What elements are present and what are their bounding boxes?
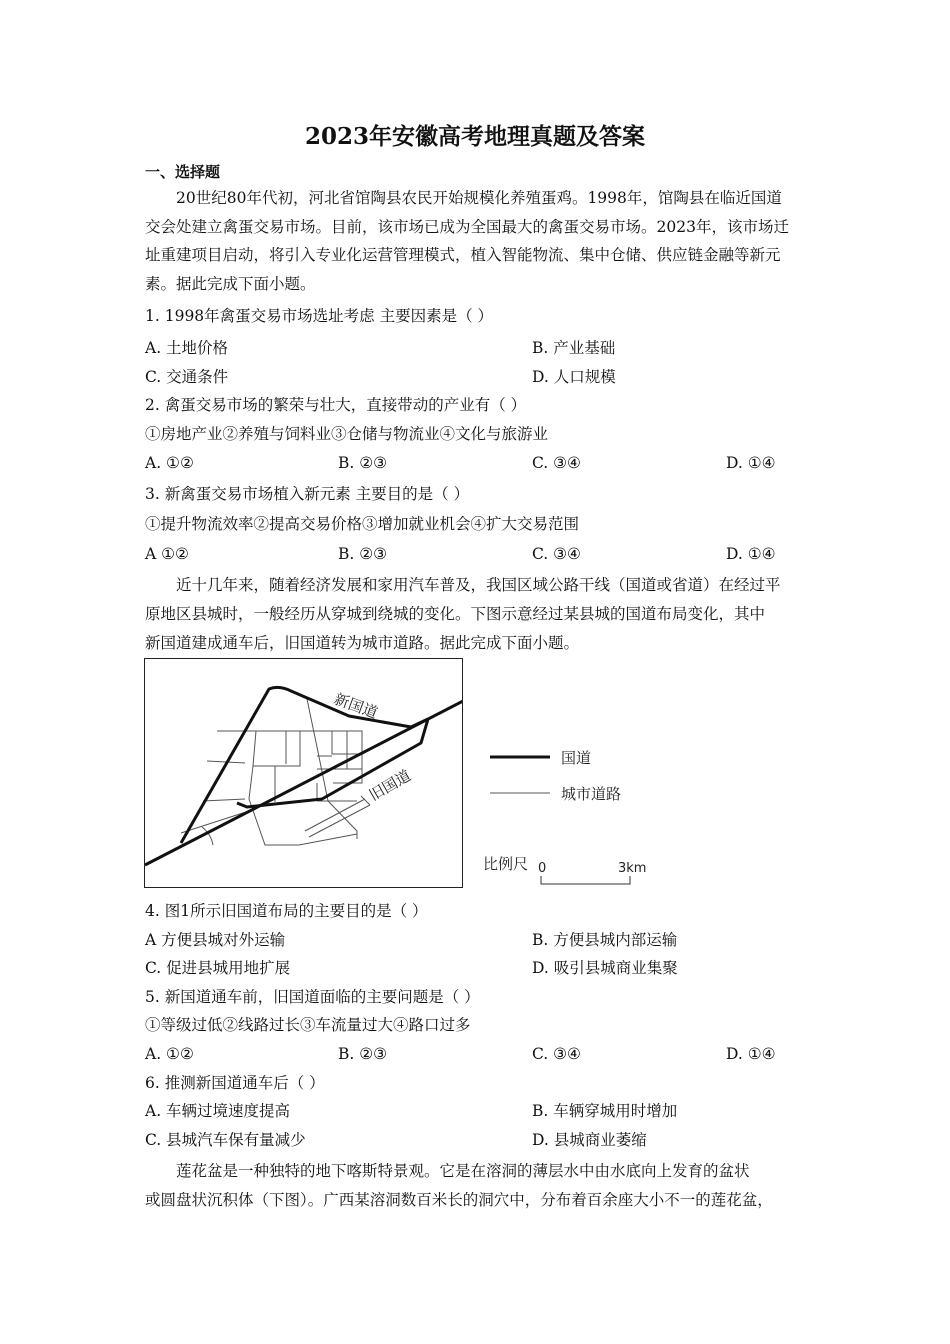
q6-option-b: B. 车辆穿城用时增加 [532,1102,678,1120]
road-map-svg [145,659,462,887]
q2-option-a: A. ①② [145,454,194,472]
q1-option-d: D. 人口规模 [532,368,616,386]
question-3-items: ①提升物流效率②提高交易价格③增加就业机会④扩大交易范围 [145,515,580,533]
q6-option-a: A. 车辆过境速度提高 [145,1102,291,1120]
passage2-line-2: 原地区县城时，一般经历从穿城到绕城的变化。下图示意经过某县城的国道布局变化，其中 [145,605,766,623]
passage3-line-2: 或圆盘状沉积体（下图）。广西某溶洞数百米长的洞穴中，分布着百余座大小不一的莲花盆， [145,1191,773,1209]
q3-option-c: C. ③④ [532,545,581,563]
passage1-line-1: 20世纪80年代初，河北省馆陶县农民开始规模化养殖蛋鸡。1998年，馆陶县在临近国道 [176,189,782,207]
question-1-stem: 1. 1998年禽蛋交易市场选址考虑 主要因素是（ ） [145,307,494,325]
q5-option-d: D. ①④ [726,1045,776,1063]
q2-option-b: B. ②③ [338,454,388,472]
passage3-line-1: 莲花盆是一种独特的地下喀斯特景观。它是在溶洞的薄层水中由水底向上发育的盆状 [176,1162,750,1180]
q5-option-a: A. ①② [145,1045,194,1063]
page-title: 2023年安徽高考地理真题及答案 [304,123,645,150]
city-road [305,799,365,831]
passage2-line-3: 新国道建成通车后，旧国道转为城市道路。据此完成下面小题。 [145,634,580,652]
legend-national-label: 国道 [561,749,592,767]
city-road [309,805,370,837]
q6-option-d: D. 县城商业萎缩 [532,1131,647,1149]
q4-option-c: C. 促进县城用地扩展 [145,959,291,977]
city-road [253,731,300,766]
q5-option-b: B. ②③ [338,1045,388,1063]
label-new-road: 新国道 [331,689,381,723]
q4-option-b: B. 方便县城内部运输 [532,931,678,949]
q2-option-d: D. ①④ [726,454,776,472]
question-4-stem: 4. 图1所示旧国道布局的主要目的是（ ） [145,902,428,920]
passage1-line-3: 址重建项目启动，将引入专业化运营管理模式，植入智能物流、集中仓储、供应链金融等新元 [145,246,781,264]
q3-option-d: D. ①④ [726,545,776,563]
question-2-items: ①房地产业②养殖与饲料业③仓储与物流业④文化与旅游业 [145,425,549,443]
q6-option-c: C. 县城汽车保有量减少 [145,1131,306,1149]
question-5-stem: 5. 新国道通车前，旧国道面临的主要问题是（ ） [145,988,480,1006]
question-6-stem: 6. 推测新国道通车后（ ） [145,1074,325,1092]
question-2-stem: 2. 禽蛋交易市场的繁荣与壮大，直接带动的产业有（ ） [145,396,527,414]
label-old-road: 旧国道 [366,766,414,805]
city-road [299,834,357,845]
scale-bar [540,876,632,886]
section-heading: 一、选择题 [145,163,221,181]
q1-option-c: C. 交通条件 [145,368,229,386]
q4-option-d: D. 吸引县城商业集聚 [532,959,678,977]
scale-end: 3km [618,861,647,876]
passage2-line-1: 近十几年来，随着经济发展和家用汽车普及，我国区域公路干线（国道或省道）在经过平 [176,576,781,594]
city-road [203,799,245,801]
passage1-line-4: 素。据此完成下面小题。 [145,275,316,293]
new-national-road [181,687,428,843]
q3-option-a: A ①② [145,545,189,563]
q1-option-a: A. 土地价格 [145,339,229,357]
legend-lines [490,748,550,798]
q2-option-c: C. ③④ [532,454,581,472]
q1-option-b: B. 产业基础 [532,339,616,357]
question-3-stem: 3. 新禽蛋交易市场植入新元素 主要目的是（ ） [145,485,470,503]
legend-city-label: 城市道路 [561,785,622,803]
scale-zero: 0 [538,861,547,876]
scale-label: 比例尺 [483,855,529,873]
q4-option-a: A 方便县城对外运输 [145,931,286,949]
q5-option-c: C. ③④ [532,1045,581,1063]
city-road [241,731,299,845]
question-5-items: ①等级过低②线路过长③车流量过大④路口过多 [145,1016,471,1034]
passage1-line-2: 交会处建立禽蛋交易市场。目前，该市场已成为全国最大的禽蛋交易市场。2023年，该市场迁 [145,218,789,236]
q3-option-b: B. ②③ [338,545,388,563]
road-map-figure [144,658,463,888]
